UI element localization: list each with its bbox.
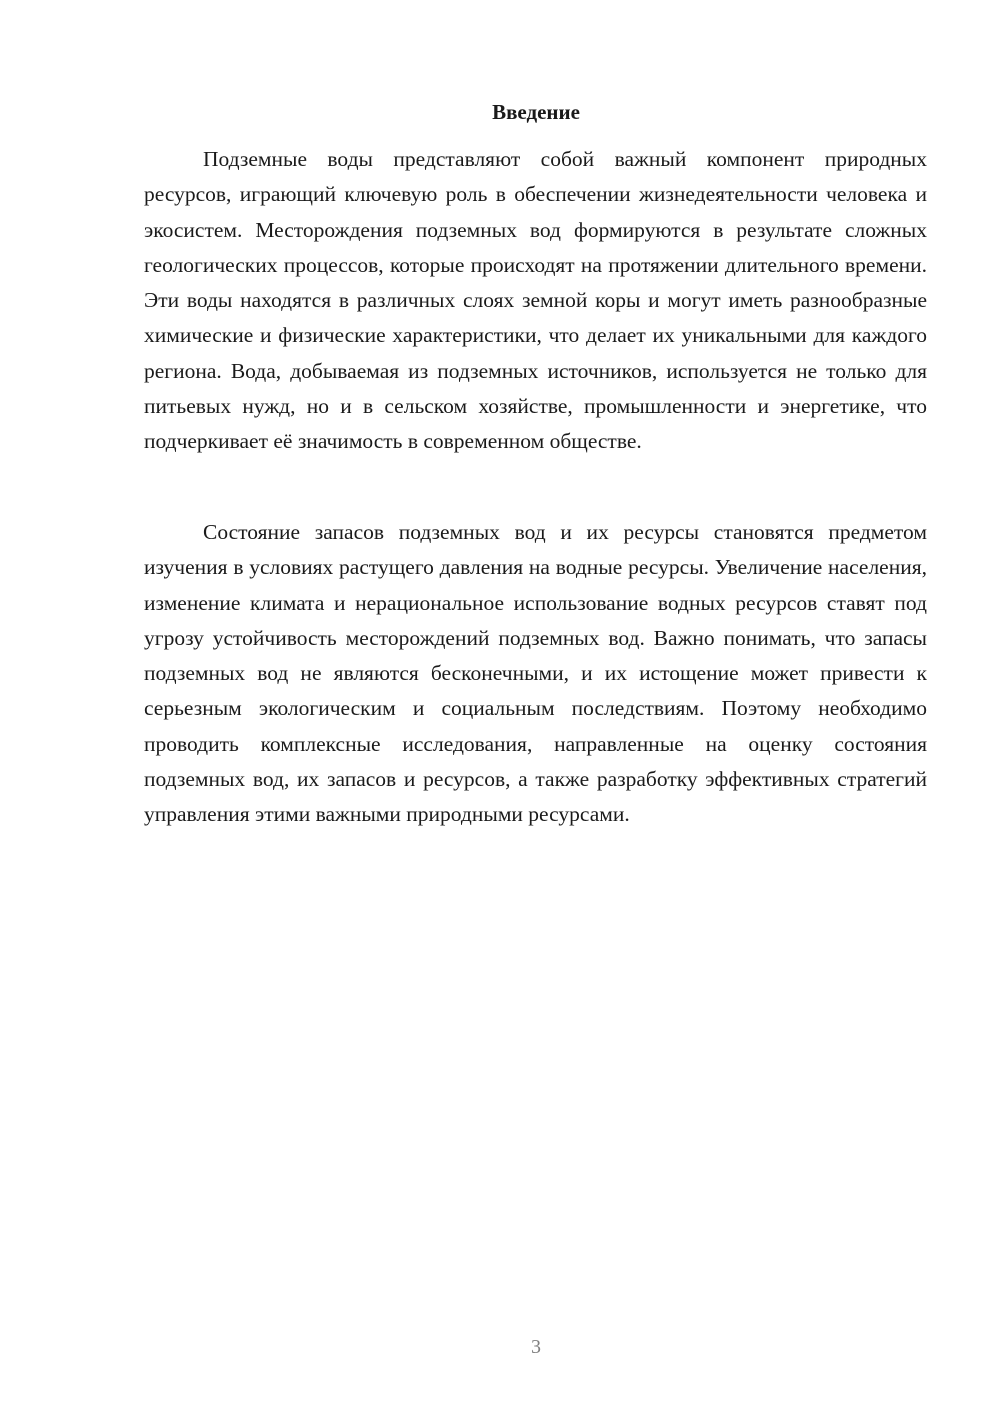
paragraph-1: Подземные воды представляют собой важный компонент природных ресурсов, играющий ключевую роль в обеспечении жизнедеятельности человека и экосистем. Месторождения подземных вод формируются в результате сложных геологических процессов, которые происходят на протяжении длительного времени. Эти воды находятся в различных слоях земной коры и могут иметь разнообразные химические и физические характеристики, что делает их уникальными для каждого региона. Вода, добываемая из подземных источников, используется не только для питьевых нужд, но и в сельском хозяйстве, промышленности и энергетике, что подчеркивает её значимость в современном обществе. bbox=[144, 147, 927, 454]
paragraph-2: Состояние запасов подземных вод и их ресурсы становятся предметом изучения в условиях растущего давления на водные ресурсы. Увеличение населения, изменение климата и нерациональное использование водных ресурсов ставят под угрозу устойчивость месторождений подземных вод. Важно понимать, что запасы подземных вод не являются бесконечными, и их истощение может привести к серьезным экологическим и социальным последствиям. Поэтому необходимо проводить комплексные исследования, направленные на оценку состояния подземных вод, их запасов и ресурсов, а также разработку эффективных стратегий управления этими важными природными ресурсами. bbox=[144, 520, 927, 827]
section-heading: Введение bbox=[492, 100, 580, 124]
page-number: 3 bbox=[531, 1336, 541, 1358]
